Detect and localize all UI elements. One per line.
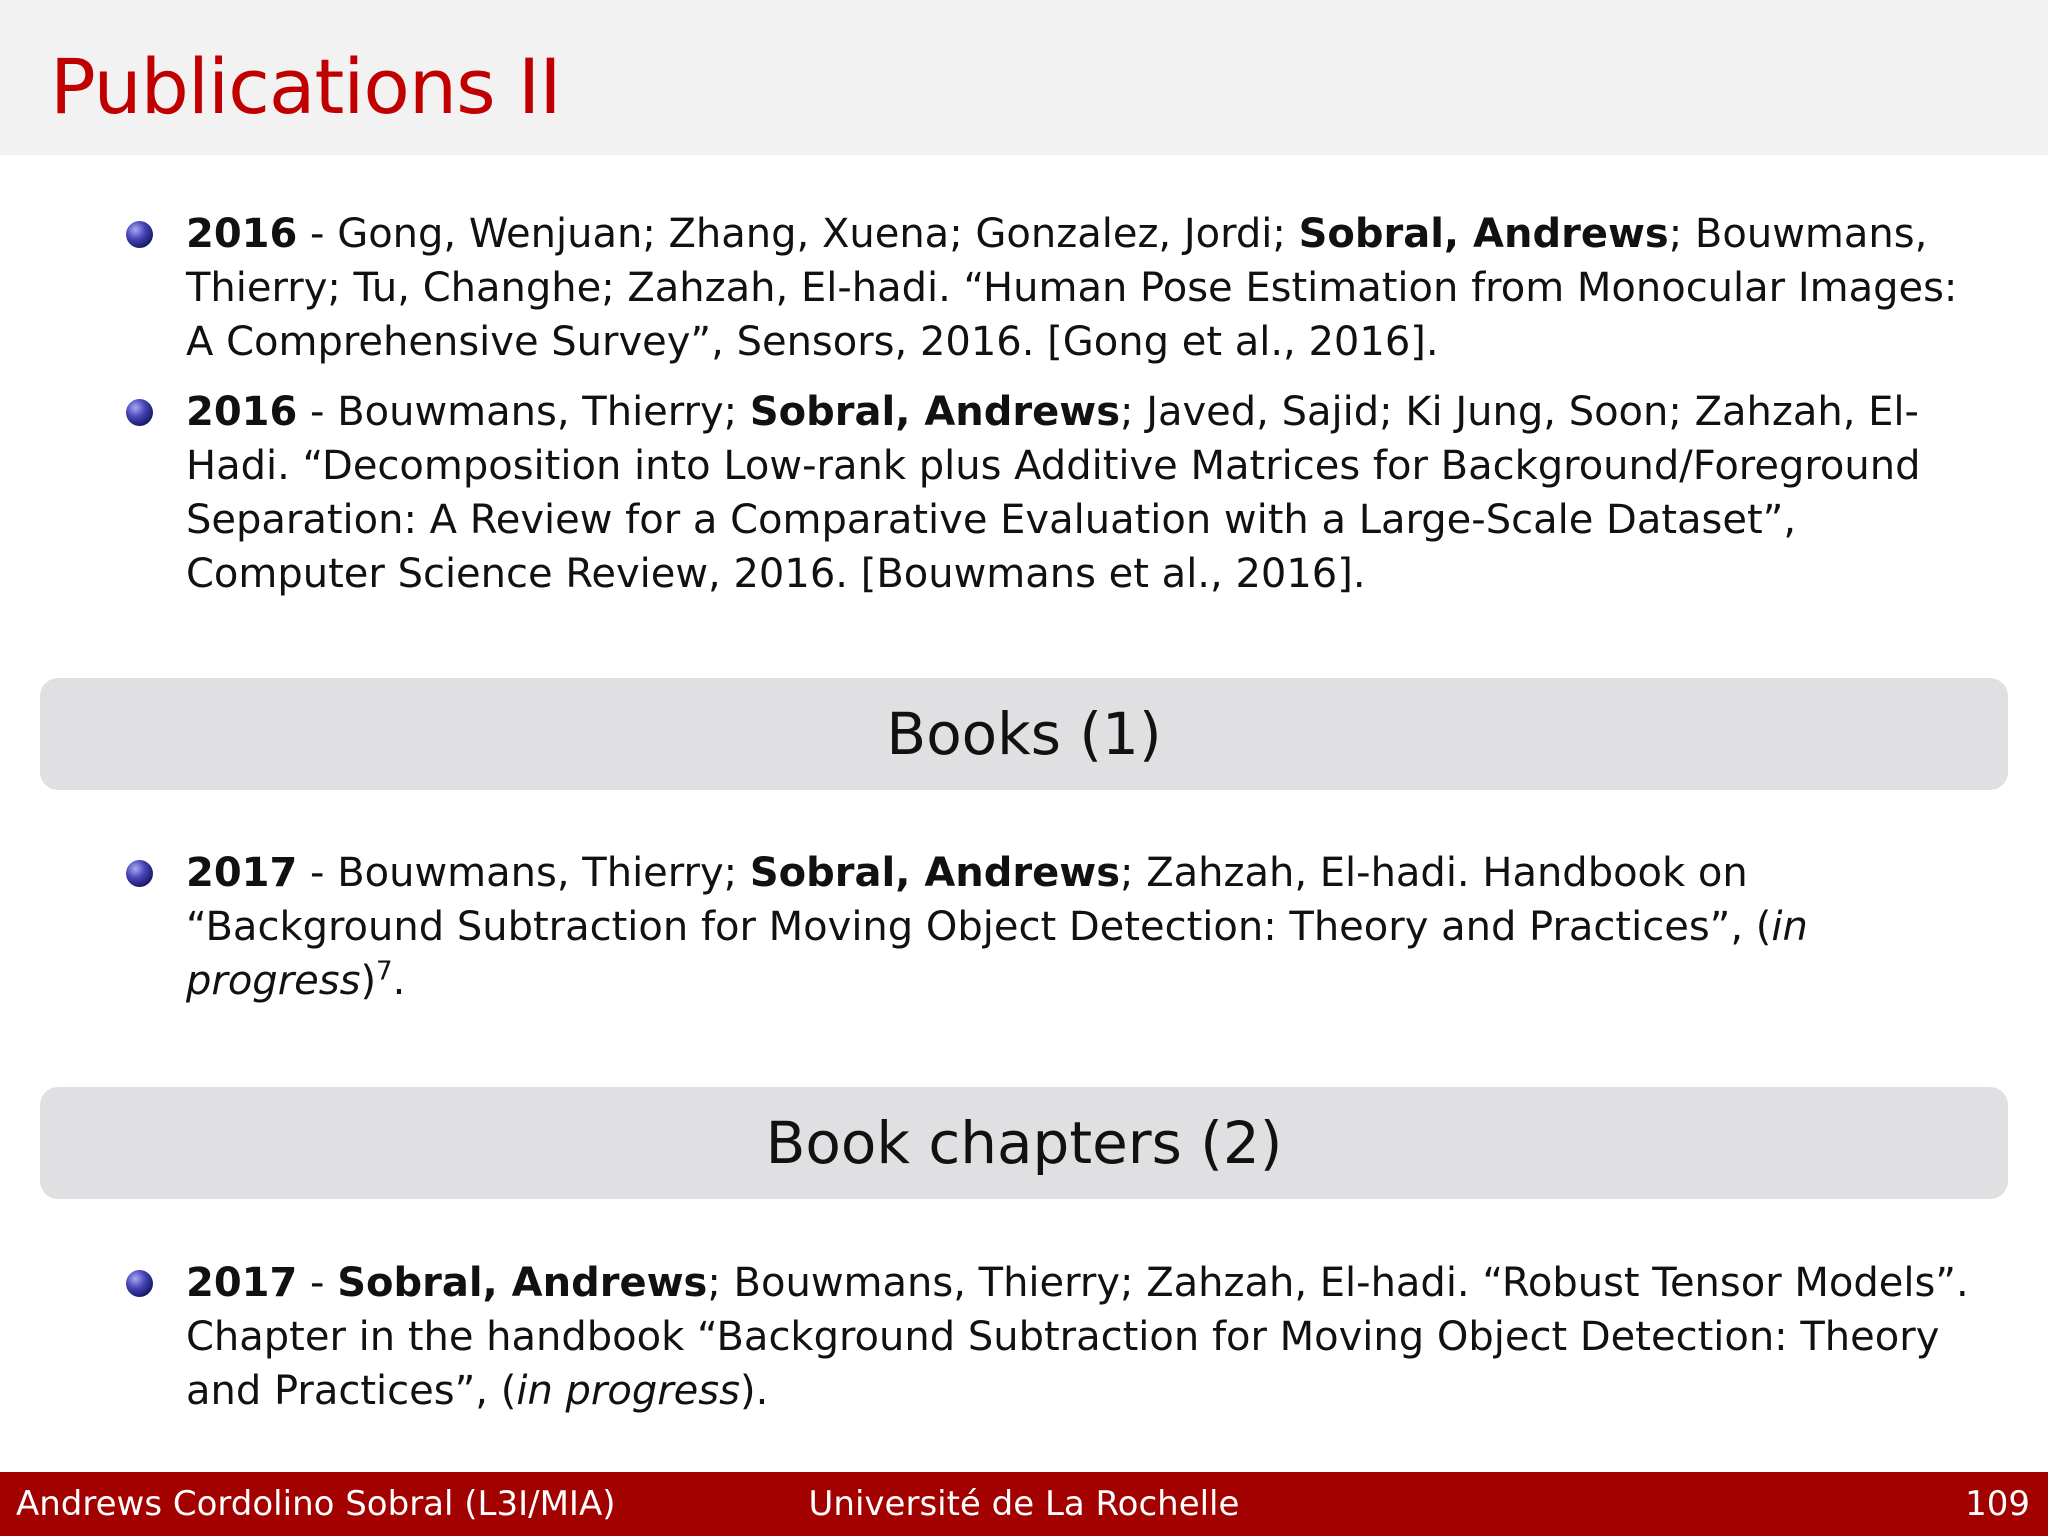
separator: - — [297, 850, 338, 896]
separator: - — [297, 1260, 338, 1306]
footnote-mark: 7 — [376, 956, 393, 987]
publication-details: ; Bouwmans, Thierry; Tu, Changhe; Zahzah, El-hadi. “Human Pose Estimation from Monocular Images: A Comprehensive Survey”, Sensors, 2016. [Gong et al., 2016]. — [186, 211, 1958, 365]
list-item — [126, 385, 1976, 601]
list-item — [126, 846, 1976, 1008]
books-list — [126, 846, 1976, 1024]
publication-details: ; Bouwmans, Thierry; Zahzah, El-hadi. “Robust Tensor Models”. Chapter in the handbook “Background Subtraction for Moving Object Detection: Theory and Practices”, ( — [186, 1260, 1969, 1414]
list-item — [126, 207, 1976, 369]
highlighted-author: Sobral, Andrews — [1298, 211, 1669, 257]
separator: - — [297, 211, 338, 257]
highlighted-author: Sobral, Andrews — [749, 850, 1120, 896]
status-note: in progress — [186, 904, 1808, 1004]
journal-publications-list — [126, 207, 1976, 617]
publication-year: 2017 — [186, 1260, 298, 1306]
publication-year: 2016 — [186, 389, 298, 435]
closing-period: . — [392, 958, 406, 1004]
footer-institution: Université de La Rochelle — [808, 1484, 1240, 1524]
title-bar — [0, 0, 2048, 155]
co-authors: Bouwmans, Thierry; — [337, 389, 750, 435]
footer-author: Andrews Cordolino Sobral (L3I/MIA) — [16, 1484, 616, 1524]
co-authors: Gong, Wenjuan; Zhang, Xuena; Gonzalez, Jordi; — [337, 211, 1299, 257]
book-chapters-list — [126, 1256, 1976, 1434]
closing-paren: ). — [739, 1368, 769, 1414]
closing-paren: ) — [360, 958, 377, 1004]
list-item — [126, 1256, 1976, 1418]
page-number: 109 — [1965, 1484, 2030, 1524]
bullet-icon — [126, 860, 153, 887]
books-section-header — [40, 678, 2008, 790]
slide-title: Publications II — [50, 42, 561, 131]
section-title: Book chapters (2) — [765, 1109, 1283, 1177]
status-note: in progress — [516, 1368, 740, 1414]
publication-year: 2016 — [186, 211, 298, 257]
bullet-icon — [126, 1270, 153, 1297]
co-authors: Bouwmans, Thierry; — [337, 850, 750, 896]
highlighted-author: Sobral, Andrews — [749, 389, 1120, 435]
publication-details: ; Zahzah, El-hadi. Handbook on “Background Subtraction for Moving Object Detection: Theory and Practices”, ( — [186, 850, 1772, 950]
section-title: Books (1) — [886, 700, 1162, 768]
separator: - — [297, 389, 338, 435]
book-chapters-section-header — [40, 1087, 2008, 1199]
bullet-icon — [126, 221, 153, 248]
publication-year: 2017 — [186, 850, 298, 896]
publication-details: ; Javed, Sajid; Ki Jung, Soon; Zahzah, El-Hadi. “Decomposition into Low-rank plus Additive Matrices for Background/Foreground Separation: A Review for a Comparative Evaluation with a Large-Scale Dataset”, Computer Science Review, 2016. [Bouwmans et al., 2016]. — [186, 389, 1921, 597]
footer-bar — [0, 1472, 2048, 1536]
highlighted-author: Sobral, Andrews — [337, 1260, 708, 1306]
bullet-icon — [126, 399, 153, 426]
